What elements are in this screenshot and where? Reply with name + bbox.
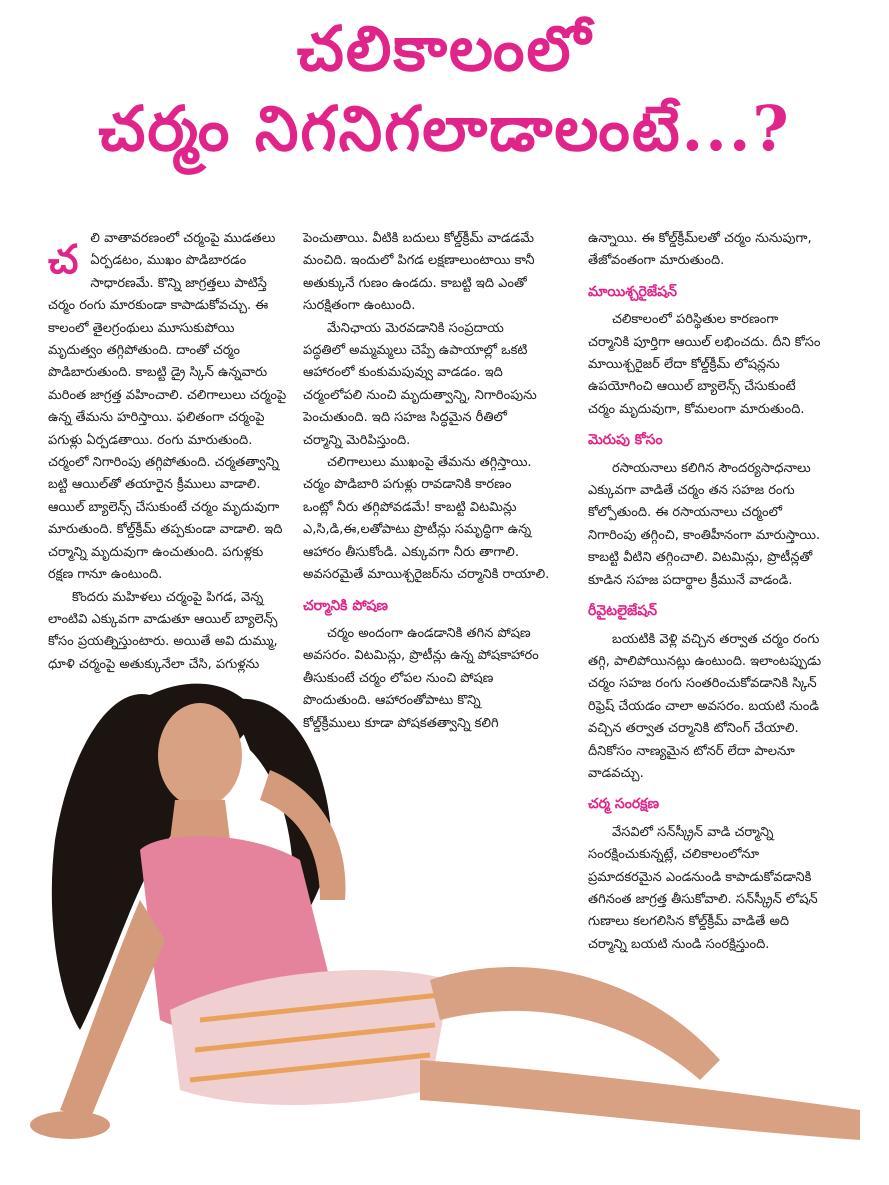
text-line: సాధారణమే. కొన్ని జాగ్రత్తలు పాటిస్తే — [90, 275, 267, 291]
section-heading: రీవైటలైజేషన్ — [588, 603, 658, 620]
paragraph — [588, 228, 858, 273]
section-heading: మెరుపు కోసం — [588, 432, 663, 449]
text-line: ఎ,సి,డి,ఈ,లతోపాటు ప్రొటీన్లు సమృద్ధిగా ఉన్న — [303, 522, 532, 538]
text-line: వాడవచ్చు. — [588, 765, 644, 781]
text-line: చలిగాలులు ముఖంపై తేమను తగ్గిస్తాయి. — [327, 455, 532, 471]
text-line: వచ్చిన తర్వాత చర్మానికి టోనింగ్ చేయాలి. — [588, 721, 799, 737]
paragraph — [303, 452, 573, 586]
paragraph — [588, 458, 858, 592]
text-line: చర్మాన్ని బయటి నుండి సంరక్షిస్తుంది. — [588, 936, 770, 952]
text-line: చర్మాన్ని మృదువుగా ఉంచుతుంది. పగుళ్లకు — [48, 544, 264, 560]
text-line: తగినంత జాగ్రత్త తీసుకోవాలి. సన్‌స్క్రీన్ లోషన్ — [588, 891, 818, 907]
text-line: ఆహారంలో కుంకుమపువ్వు వాడడం. ఇది — [303, 365, 503, 381]
text-line: చర్మానికి పూర్తిగా ఆయిల్ లభించదు. దీని కోసం — [588, 334, 821, 350]
paragraph — [48, 228, 288, 587]
text-line: కోసం ప్రయత్నిస్తుంటారు. అయితే అవి దుమ్ము, — [48, 634, 278, 650]
headline-line-1: చలికాలంలో — [296, 12, 593, 85]
text-line: ఎక్కువగా వాడితే చర్మం తన సహజ రంగు — [588, 483, 795, 499]
text-line: కాబట్టి వీటిని తగ్గించాలి. విటమిన్లు, ప్రొటీన్లతో — [588, 550, 813, 566]
text-line: ఉన్నాయి. ఈ కోల్డ్‌క్రీమ్‌లతో చర్మం నునుపుగా, — [588, 231, 812, 246]
text-line: మంచిది. ఇందులో పిగడ లక్షణాలుంటాయి కానీ — [303, 253, 535, 269]
text-line: చలికాలంలో పరిస్థితుల కారణంగా — [612, 312, 779, 328]
text-line: అవసరమైతే మాయిశ్చరైజర్‌ను చర్మానికి రాయాలి. — [303, 567, 550, 583]
headline-line-2: చర్మం నిగనిగలాడాలంటే...? — [98, 92, 791, 165]
text-line: మృదుత్వం తగ్గిపోతుంది. దాంతో చర్మం — [48, 343, 240, 359]
text-line: బట్టి ఆయిల్‌తో తయారైన క్రీములు వాడాలి. — [48, 477, 261, 493]
leg-shape — [430, 967, 720, 1080]
text-line: పగుళ్లు ఏర్పడతాయి. రంగు మారుతుంది. — [48, 432, 253, 448]
text-line: మేనిఛాయ మెరవడానికి సంప్రదాయ — [327, 320, 504, 336]
text-line: ఆహారం తీసుకోండి. ఎక్కువగా నీరు తాగాలి. — [303, 544, 519, 560]
paragraph — [303, 228, 573, 318]
text-line: తీసుకుంటే చర్మం లోపల నుంచి పోషణ — [303, 670, 494, 686]
text-line: నిగారింపు తగ్గించి, కాంతిహీనంగా మారుస్తాయి. — [588, 527, 821, 543]
text-line: ధూళి చర్మంపై అతుక్కునేలా చేసి, పగుళ్లను — [48, 656, 260, 672]
text-line: మరింత జాగ్రత్త వహించాలి. చలిగాలులు చర్మంపై — [48, 387, 287, 403]
text-line: పెంచుతుంది. ఇది సహజ సిద్ధమైన రీతిలో — [303, 410, 507, 426]
text-line: ఉన్న తేమను హరిస్తాయి. ఫలితంగా చర్మంపై — [48, 410, 265, 426]
text-line: గుణాలు కలగలిసిన కోల్డ్‌క్రీమ్ వాడితే అది — [588, 914, 790, 930]
skin-shape — [170, 800, 230, 840]
text-line: పొందుతుంది. ఆహారంతోపాటు కొన్ని — [303, 693, 481, 709]
text-line: అవసరం. విటమిన్లు, ప్రొటీన్లు ఉన్న పోషకాహారం — [303, 648, 539, 664]
text-line: తేజోవంతంగా మారుతుంది. — [588, 253, 725, 269]
section-heading: చర్మ సంరక్షణ — [588, 796, 660, 813]
text-line: చర్మంలో నిగారింపు తగ్గిపోతుంది. చర్మతత్వాన్ని — [48, 455, 279, 471]
text-line: ప్రమాదకరమైన ఎండనుండి కాపాడుకోవడానికి — [588, 869, 812, 885]
paragraph — [303, 318, 573, 452]
text-line: వేసవిలో సన్‌స్క్రీన్ వాడి చర్మాన్ని — [612, 824, 774, 840]
text-line: కూడిన సహజ పదార్థాల క్రీమునే వాడండి. — [588, 572, 793, 588]
text-line: కొందరు మహిళలు చర్మంపై పిగడ, వెన్న — [72, 589, 264, 605]
text-line: మారుతుంది. కోల్డ్‌క్రీమ్ తప్పకుండా వాడాలి. ఇది — [48, 522, 283, 538]
text-line: తగ్గి, పాలిపోయినట్లు ఉంటుంది. ఇలాంటప్పుడు — [588, 653, 822, 669]
section-heading: మాయిశ్చరైజేషన్ — [588, 283, 677, 300]
text-line: కాలంలో తైలగ్రంథులు మూసుకుపోయి — [48, 320, 235, 336]
text-line: ఒంట్లో నీరు తగ్గిపోవడమే! కాబట్టి విటమిన్లు — [303, 499, 517, 515]
text-line: కోల్డ్‌క్రీములు కూడా పోషకతత్వాన్ని కలిగి — [303, 715, 499, 731]
text-line: సురక్షితంగా ఉంటుంది. — [303, 298, 416, 314]
text-line: చర్మంలోపలి నుంచి మృదుత్వాన్ని, నిగారింపును — [303, 387, 537, 403]
text-line: లాంటివి ఎక్కువగా వాడుతూ ఆయిల్ బ్యాలెన్స్ — [48, 611, 278, 627]
hand-shape — [30, 1111, 110, 1139]
text-line: మాయిశ్చరైజర్ లేదా కోల్డ్‌క్రీమ్ లోషన్లను — [588, 357, 780, 373]
text-line: చర్మం పొడిబారి పగుళ్లు రావడానికి కారణం — [303, 477, 512, 493]
text-line: చర్మాన్ని మెరిపిస్తుంది. — [303, 432, 411, 448]
model-photo — [0, 640, 889, 1185]
text-line: చర్మం సహజ రంగు సంతరించుకోవడానికి స్కిన్ — [588, 676, 817, 692]
text-line: ఆయిల్ బ్యాలెన్స్ చేసుకుంటే చర్మం మృదువుగా — [48, 499, 280, 515]
text-line: లి వాతావరణంలో చర్మంపై ముడతలు — [90, 231, 276, 246]
text-line: చర్మం రంగు మారకుండా కాపాడుకోవచ్చు. ఈ — [48, 298, 269, 314]
text-line: ఉపయోగించి ఆయిల్ బ్యాలెన్స్ చేసుకుంటే — [588, 379, 796, 395]
section-heading: చర్మానికి పోషణ — [303, 597, 388, 614]
text-line: రసాయనాలు కలిగిన సౌందర్యసాధనాలు — [612, 460, 811, 476]
text-line: రక్షణ గానూ ఉంటుంది. — [48, 567, 163, 583]
face-shape — [158, 703, 242, 807]
leg-shape — [420, 1060, 860, 1140]
text-line: దీనికోసం నాణ్యమైన టోనర్ లేదా పాలనూ — [588, 743, 795, 759]
paragraph — [588, 309, 858, 421]
drop-cap: చ — [48, 236, 79, 283]
text-line: సంరక్షించుకున్నట్లే, చలికాలంలోనూ — [588, 847, 760, 863]
text-line: బయటికి వెళ్లి వచ్చిన తర్వాత చర్మం రంగు — [612, 631, 820, 647]
text-line: పద్ధతిలో అమ్మమ్మలు చెప్పే ఉపాయాల్లో ఒకటి — [303, 343, 528, 359]
text-line: రిఫ్రెష్ చేయడం చాలా అవసరం. బయటి నుండి — [588, 698, 819, 714]
text-line: పెంచుతాయి. వీటికి బదులు కోల్డ్‌క్రీమ్ వాడడమే — [303, 231, 534, 246]
text-line: కోల్పోతుంది. ఈ రసాయనాలు చర్మంలో — [588, 505, 783, 521]
text-line: చర్మం మృదువుగా, కోమలంగా మారుతుంది. — [588, 401, 805, 417]
text-line: ఏర్పడటం, ముఖం పొడిబారడం — [90, 253, 247, 269]
text-line: పొడిబారుతుంది. కాబట్టి డ్రై స్కిన్ ఉన్నవారు — [48, 365, 268, 381]
article-column-1 — [48, 228, 288, 676]
text-line: చర్మం అందంగా ఉండడానికి తగిన పోషణ — [327, 625, 531, 641]
text-line: అతుక్కునే గుణం ఉండదు. కాబట్టి ఇది ఎంతో — [303, 275, 527, 291]
